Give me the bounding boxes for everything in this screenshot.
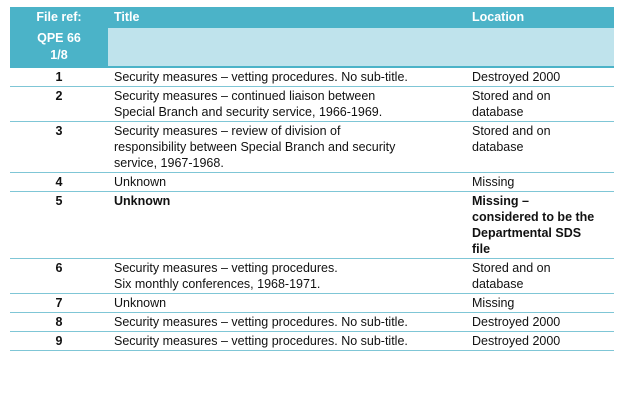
row-location: [466, 87, 614, 122]
row-location: [466, 192, 614, 259]
row-number: 1: [10, 67, 108, 87]
row-location-line: database: [472, 140, 524, 154]
row-location-line: file: [472, 242, 491, 256]
location-header: Location: [472, 10, 525, 24]
row-number: 9: [10, 332, 108, 351]
table-row: [10, 294, 614, 313]
header-row: [10, 7, 614, 28]
file-ref-header-line2: QPE 66: [37, 31, 81, 45]
table-body: [10, 67, 614, 351]
row-title-line: service, 1967-1968.: [114, 156, 224, 170]
row-title-line: Security measures – review of division of: [114, 124, 341, 138]
header-row-sub: [10, 28, 614, 67]
row-title-line: Security measures – continued liaison between: [114, 89, 376, 103]
file-ref-header: [10, 7, 108, 28]
row-location: [466, 122, 614, 173]
row-location-line: Stored and on: [472, 89, 551, 103]
location-header-spacer: [466, 28, 614, 67]
table-row: [10, 173, 614, 192]
row-location-line: database: [472, 105, 524, 119]
row-title-line: responsibility between Special Branch and security: [114, 140, 396, 154]
row-title: [108, 173, 466, 192]
row-title: [108, 67, 466, 87]
row-location-line: Missing: [472, 175, 515, 189]
row-title-line: Unknown: [114, 175, 167, 189]
table-row: [10, 259, 614, 294]
row-location-line: database: [472, 277, 524, 291]
file-table-container: [10, 7, 614, 351]
row-title-line: Security measures – vetting procedures. No sub-title.: [114, 334, 408, 348]
row-location-line: Departmental SDS: [472, 226, 582, 240]
row-number: 8: [10, 313, 108, 332]
row-number: 4: [10, 173, 108, 192]
row-number: 2: [10, 87, 108, 122]
row-location-line: Stored and on: [472, 261, 551, 275]
row-title: [108, 259, 466, 294]
file-ref-header-sub: [10, 28, 108, 67]
row-title: [108, 192, 466, 259]
row-title-line: Security measures – vetting procedures.: [114, 261, 338, 275]
row-title: [108, 313, 466, 332]
table-row: [10, 122, 614, 173]
row-title-line: Unknown: [114, 296, 167, 310]
table-row: [10, 67, 614, 87]
row-title: [108, 87, 466, 122]
row-title-line: Security measures – vetting procedures. No sub-title.: [114, 315, 408, 329]
row-number: 5: [10, 192, 108, 259]
row-location-line: Stored and on: [472, 124, 551, 138]
row-title: [108, 122, 466, 173]
row-location-line: Destroyed 2000: [472, 315, 561, 329]
title-header-spacer: [108, 28, 466, 67]
row-title-line: Unknown: [114, 194, 171, 208]
row-title-line: Special Branch and security service, 1966-1969.: [114, 105, 383, 119]
file-ref-header-line1: File ref:: [36, 10, 82, 24]
row-number: 6: [10, 259, 108, 294]
row-title-line: Security measures – vetting procedures. No sub-title.: [114, 70, 408, 84]
row-location: [466, 259, 614, 294]
row-location-line: Destroyed 2000: [472, 334, 561, 348]
file-table: [10, 7, 614, 351]
table-row: [10, 87, 614, 122]
table-row: [10, 332, 614, 351]
row-number: 7: [10, 294, 108, 313]
row-location: [466, 332, 614, 351]
row-location-line: Missing –: [472, 194, 529, 208]
title-header: Title: [114, 10, 140, 24]
row-title-line: Six monthly conferences, 1968-1971.: [114, 277, 321, 291]
row-number: 3: [10, 122, 108, 173]
table-row: [10, 313, 614, 332]
row-location: [466, 294, 614, 313]
row-location: [466, 67, 614, 87]
row-location-line: Destroyed 2000: [472, 70, 561, 84]
table-row: [10, 192, 614, 259]
row-location: [466, 313, 614, 332]
row-title: [108, 294, 466, 313]
file-ref-header-line3: 1/8: [50, 48, 68, 62]
row-location-line: Missing: [472, 296, 515, 310]
row-title: [108, 332, 466, 351]
row-location: [466, 173, 614, 192]
row-location-line: considered to be the: [472, 210, 595, 224]
